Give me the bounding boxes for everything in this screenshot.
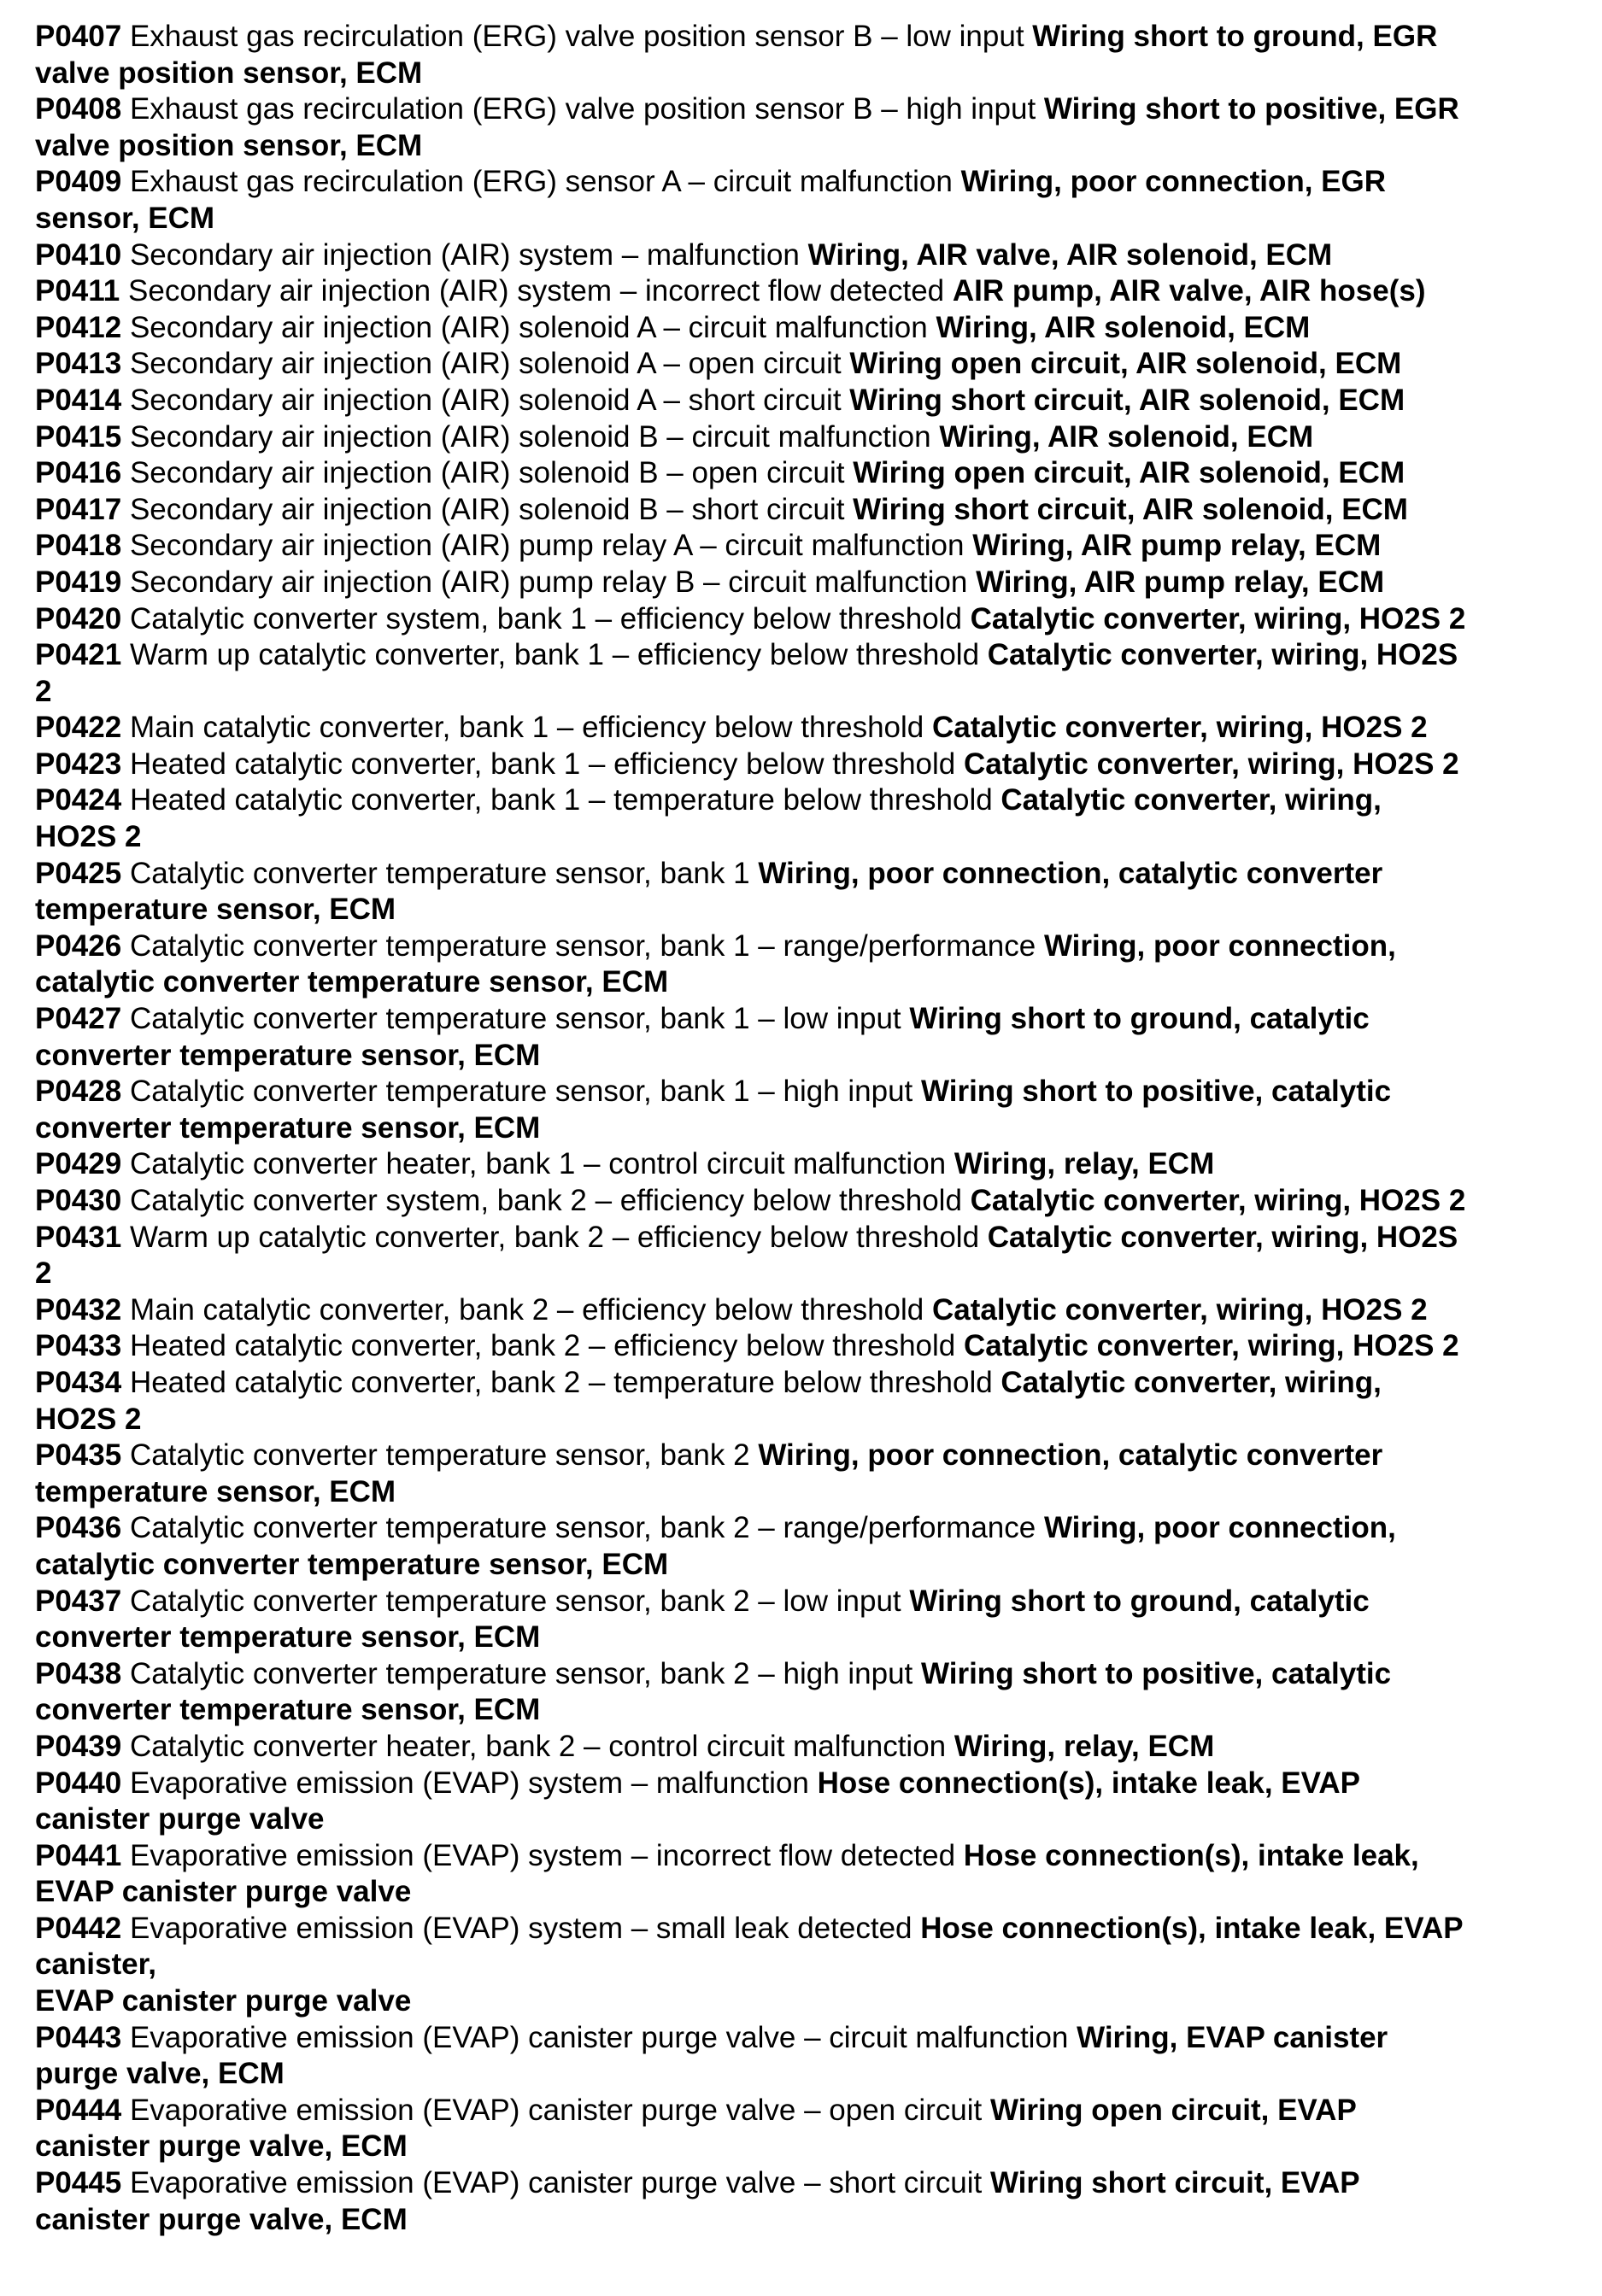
dtc-description: Heated catalytic converter, bank 2 – efficiency below threshold xyxy=(121,1329,964,1363)
dtc-code: P0420 xyxy=(35,601,122,636)
dtc-description: Secondary air injection (AIR) solenoid B – short circuit xyxy=(121,492,854,526)
dtc-entry-line xyxy=(35,1365,1573,1402)
dtc-code: P0442 xyxy=(35,1911,122,1945)
dtc-entry-line xyxy=(35,1001,1573,1038)
dtc-entry-line xyxy=(35,819,1573,856)
dtc-code: P0437 xyxy=(35,1584,122,1618)
dtc-entry xyxy=(35,2020,1573,2093)
dtc-code: P0417 xyxy=(35,492,122,526)
dtc-entry xyxy=(35,492,1573,529)
dtc-code: P0441 xyxy=(35,1838,122,1872)
dtc-description: Catalytic converter heater, bank 1 – control circuit malfunction xyxy=(121,1147,954,1181)
dtc-entry-line xyxy=(35,383,1573,419)
dtc-possible-causes: Hose connection(s), intake leak, EVAP xyxy=(920,1911,1464,1945)
dtc-description: Evaporative emission (EVAP) system – malfunction xyxy=(121,1766,818,1800)
dtc-description: Catalytic converter temperature sensor, bank 1 xyxy=(121,856,759,890)
dtc-code: P0426 xyxy=(35,928,122,963)
dtc-description: Secondary air injection (AIR) solenoid A – open circuit xyxy=(121,347,850,381)
dtc-code: P0434 xyxy=(35,1365,122,1399)
dtc-code: P0424 xyxy=(35,783,122,817)
dtc-code: P0436 xyxy=(35,1511,122,1545)
dtc-entry-line xyxy=(35,2129,1573,2165)
dtc-entry xyxy=(35,19,1573,91)
dtc-entry-line xyxy=(35,1110,1573,1147)
dtc-description: Secondary air injection (AIR) system – incorrect flow detected xyxy=(120,274,953,308)
dtc-entry-line xyxy=(35,1146,1573,1183)
dtc-possible-causes: Wiring short to positive, catalytic xyxy=(921,1075,1392,1109)
dtc-code: P0443 xyxy=(35,2020,122,2054)
dtc-code: P0409 xyxy=(35,165,122,199)
dtc-possible-causes: Wiring, AIR valve, AIR solenoid, ECM xyxy=(807,237,1333,272)
dtc-possible-causes: 2 xyxy=(35,674,52,708)
dtc-entry-line xyxy=(35,91,1573,128)
dtc-entry-line xyxy=(35,1256,1573,1292)
dtc-possible-causes: canister, xyxy=(35,1948,157,1982)
dtc-entry xyxy=(35,856,1573,928)
dtc-entry xyxy=(35,637,1573,710)
dtc-entry xyxy=(35,1656,1573,1729)
dtc-description: Exhaust gas recirculation (ERG) sensor A – circuit malfunction xyxy=(121,165,961,199)
dtc-entry-line xyxy=(35,164,1573,201)
dtc-description: Evaporative emission (EVAP) canister purge valve – circuit malfunction xyxy=(121,2020,1077,2054)
dtc-code: P0421 xyxy=(35,638,122,672)
dtc-entry-line xyxy=(35,528,1573,565)
dtc-possible-causes: Wiring, poor connection, catalytic converter xyxy=(758,856,1383,890)
dtc-code: P0435 xyxy=(35,1438,122,1473)
dtc-entry-line xyxy=(35,419,1573,456)
dtc-possible-causes: Wiring, AIR solenoid, ECM xyxy=(936,310,1311,344)
dtc-code: P0415 xyxy=(35,419,122,454)
dtc-possible-causes: 2 xyxy=(35,1256,52,1291)
dtc-possible-causes: Wiring, relay, ECM xyxy=(954,1147,1215,1181)
dtc-code: P0416 xyxy=(35,456,122,490)
dtc-possible-causes: Catalytic converter, wiring, HO2S 2 xyxy=(931,711,1428,745)
dtc-entry xyxy=(35,565,1573,601)
dtc-possible-causes: temperature sensor, ECM xyxy=(35,893,396,927)
dtc-entry-line xyxy=(35,1911,1573,1948)
dtc-code: P0428 xyxy=(35,1075,122,1109)
dtc-possible-causes: Wiring open circuit, EVAP xyxy=(989,2093,1357,2127)
dtc-entry-line xyxy=(35,1183,1573,1220)
dtc-entry-line xyxy=(35,56,1573,92)
dtc-entry xyxy=(35,528,1573,565)
dtc-entry-line xyxy=(35,892,1573,928)
dtc-entry xyxy=(35,1146,1573,1183)
dtc-code: P0411 xyxy=(35,274,120,308)
dtc-entry xyxy=(35,1001,1573,1074)
dtc-code: P0422 xyxy=(35,711,122,745)
dtc-possible-causes: Wiring, poor connection, catalytic converter xyxy=(758,1438,1383,1473)
dtc-entry-line xyxy=(35,1947,1573,1983)
dtc-entry xyxy=(35,1766,1573,1838)
dtc-possible-causes: Wiring short circuit, EVAP xyxy=(989,2166,1360,2200)
dtc-entry xyxy=(35,273,1573,310)
dtc-entry xyxy=(35,601,1573,638)
dtc-entry-line xyxy=(35,1692,1573,1729)
dtc-possible-causes: Hose connection(s), intake leak, xyxy=(963,1838,1419,1872)
dtc-entry xyxy=(35,1510,1573,1583)
dtc-possible-causes: canister purge valve, ECM xyxy=(35,2202,408,2236)
dtc-possible-causes: EVAP canister purge valve xyxy=(35,1984,412,2018)
dtc-entry-line xyxy=(35,1328,1573,1365)
dtc-entry xyxy=(35,2165,1573,2238)
dtc-entry xyxy=(35,1365,1573,1438)
dtc-description: Heated catalytic converter, bank 1 – temperature below threshold xyxy=(121,783,1001,817)
dtc-description: Heated catalytic converter, bank 2 – temperature below threshold xyxy=(121,1365,1001,1399)
dtc-possible-causes: HO2S 2 xyxy=(35,1402,142,1436)
dtc-entry xyxy=(35,1220,1573,1292)
dtc-description: Catalytic converter temperature sensor, bank 2 – range/performance xyxy=(121,1511,1044,1545)
dtc-entry-line xyxy=(35,1074,1573,1110)
dtc-possible-causes: Catalytic converter, wiring, HO2S 2 xyxy=(970,601,1466,636)
dtc-possible-causes: Wiring, poor connection, xyxy=(1043,1511,1396,1545)
dtc-entry-line xyxy=(35,674,1573,711)
dtc-code: P0410 xyxy=(35,237,122,272)
dtc-description: Evaporative emission (EVAP) system – incorrect flow detected xyxy=(121,1838,964,1872)
dtc-possible-causes: valve position sensor, ECM xyxy=(35,128,423,162)
dtc-description: Heated catalytic converter, bank 1 – efficiency below threshold xyxy=(121,747,964,781)
dtc-possible-causes: Wiring short to positive, EGR xyxy=(1043,92,1459,126)
dtc-description: Catalytic converter temperature sensor, bank 2 xyxy=(121,1438,759,1473)
dtc-entry xyxy=(35,1074,1573,1146)
dtc-entry-line xyxy=(35,1547,1573,1584)
dtc-possible-causes: HO2S 2 xyxy=(35,820,142,854)
dtc-entry-line xyxy=(35,2165,1573,2202)
dtc-entry-line xyxy=(35,310,1573,347)
dtc-code: P0429 xyxy=(35,1147,122,1181)
dtc-description: Main catalytic converter, bank 2 – efficiency below threshold xyxy=(121,1292,932,1327)
dtc-entry xyxy=(35,710,1573,747)
dtc-possible-causes: Catalytic converter, wiring, HO2S 2 xyxy=(970,1184,1466,1217)
dtc-description: Catalytic converter temperature sensor, bank 2 – low input xyxy=(121,1584,910,1618)
dtc-entry xyxy=(35,237,1573,274)
dtc-code: P0414 xyxy=(35,383,122,417)
dtc-entry xyxy=(35,1911,1573,2020)
dtc-code: P0440 xyxy=(35,1766,122,1800)
dtc-entry-line xyxy=(35,1620,1573,1656)
dtc-possible-causes: Catalytic converter, wiring, xyxy=(1001,1365,1382,1399)
dtc-entry xyxy=(35,2093,1573,2165)
dtc-description: Secondary air injection (AIR) pump relay B – circuit malfunction xyxy=(121,565,977,599)
dtc-entry-line xyxy=(35,2093,1573,2129)
dtc-entry xyxy=(35,419,1573,456)
dtc-entry-line xyxy=(35,637,1573,674)
dtc-possible-causes: temperature sensor, ECM xyxy=(35,1474,396,1508)
dtc-entry-line xyxy=(35,964,1573,1001)
dtc-entry-line xyxy=(35,2056,1573,2093)
dtc-possible-causes: Wiring short circuit, AIR solenoid, ECM xyxy=(849,383,1405,417)
dtc-entry xyxy=(35,928,1573,1001)
dtc-code: P0408 xyxy=(35,92,122,126)
dtc-description: Catalytic converter heater, bank 2 – control circuit malfunction xyxy=(121,1729,954,1763)
dtc-possible-causes: converter temperature sensor, ECM xyxy=(35,1110,541,1145)
dtc-code: P0413 xyxy=(35,347,122,381)
dtc-code-list xyxy=(35,19,1573,2238)
dtc-description: Evaporative emission (EVAP) system – small leak detected xyxy=(121,1911,921,1945)
dtc-code: P0427 xyxy=(35,1002,122,1036)
dtc-code: P0412 xyxy=(35,310,122,344)
dtc-possible-causes: catalytic converter temperature sensor, ECM xyxy=(35,1547,669,1581)
dtc-possible-causes: AIR pump, AIR valve, AIR hose(s) xyxy=(952,274,1426,308)
dtc-code: P0445 xyxy=(35,2166,122,2200)
dtc-possible-causes: Wiring, AIR pump relay, ECM xyxy=(972,529,1382,563)
dtc-description: Catalytic converter system, bank 2 – efficiency below threshold xyxy=(121,1184,971,1217)
dtc-entry-line xyxy=(35,455,1573,492)
dtc-entry-line xyxy=(35,1510,1573,1547)
dtc-entry-line xyxy=(35,346,1573,383)
dtc-possible-causes: converter temperature sensor, ECM xyxy=(35,1038,541,1072)
dtc-entry xyxy=(35,1328,1573,1365)
dtc-possible-causes: Wiring open circuit, AIR solenoid, ECM xyxy=(853,456,1405,490)
dtc-description: Exhaust gas recirculation (ERG) valve position sensor B – high input xyxy=(121,92,1044,126)
dtc-description: Catalytic converter temperature sensor, bank 2 – high input xyxy=(121,1656,922,1690)
dtc-possible-causes: catalytic converter temperature sensor, ECM xyxy=(35,965,669,999)
dtc-code: P0407 xyxy=(35,20,122,53)
dtc-description: Warm up catalytic converter, bank 1 – efficiency below threshold xyxy=(121,638,988,672)
dtc-entry xyxy=(35,310,1573,347)
dtc-description: Evaporative emission (EVAP) canister purge valve – short circuit xyxy=(121,2166,990,2200)
dtc-description: Catalytic converter system, bank 1 – efficiency below threshold xyxy=(121,601,971,636)
dtc-entry xyxy=(35,782,1573,855)
dtc-entry xyxy=(35,346,1573,383)
dtc-entry xyxy=(35,1729,1573,1766)
dtc-description: Catalytic converter temperature sensor, bank 1 – range/performance xyxy=(121,928,1044,963)
dtc-entry-line xyxy=(35,710,1573,747)
dtc-description: Secondary air injection (AIR) pump relay A – circuit malfunction xyxy=(121,529,973,563)
dtc-entry-line xyxy=(35,1983,1573,2020)
dtc-possible-causes: sensor, ECM xyxy=(35,201,215,235)
dtc-possible-causes: purge valve, ECM xyxy=(35,2057,285,2091)
dtc-possible-causes: Catalytic converter, wiring, HO2S xyxy=(987,638,1458,672)
dtc-entry-line xyxy=(35,237,1573,274)
dtc-description: Secondary air injection (AIR) solenoid A – short circuit xyxy=(121,383,850,417)
dtc-code: P0418 xyxy=(35,529,122,563)
dtc-possible-causes: Wiring, relay, ECM xyxy=(954,1729,1215,1763)
dtc-possible-causes: Wiring short circuit, AIR solenoid, ECM xyxy=(853,492,1408,526)
dtc-entry-line xyxy=(35,201,1573,237)
dtc-entry-line xyxy=(35,1729,1573,1766)
dtc-entry-line xyxy=(35,492,1573,529)
dtc-possible-causes: EVAP canister purge valve xyxy=(35,1875,412,1909)
dtc-entry-line xyxy=(35,747,1573,783)
dtc-possible-causes: valve position sensor, ECM xyxy=(35,56,423,90)
dtc-possible-causes: Wiring, EVAP canister xyxy=(1077,2020,1388,2054)
dtc-entry-line xyxy=(35,2020,1573,2057)
dtc-possible-causes: Wiring open circuit, AIR solenoid, ECM xyxy=(849,347,1402,381)
dtc-entry xyxy=(35,1292,1573,1329)
dtc-entry xyxy=(35,91,1573,164)
dtc-entry-line xyxy=(35,1874,1573,1911)
dtc-entry-line xyxy=(35,782,1573,819)
dtc-code: P0433 xyxy=(35,1329,122,1363)
dtc-possible-causes: Catalytic converter, wiring, xyxy=(1001,783,1382,817)
dtc-entry xyxy=(35,1438,1573,1510)
dtc-possible-causes: Wiring short to ground, catalytic xyxy=(909,1002,1370,1036)
dtc-description: Secondary air injection (AIR) system – malfunction xyxy=(121,237,808,272)
dtc-code: P0438 xyxy=(35,1656,122,1690)
dtc-entry-line xyxy=(35,1292,1573,1329)
dtc-description: Secondary air injection (AIR) solenoid B – circuit malfunction xyxy=(121,419,940,454)
dtc-code: P0425 xyxy=(35,856,122,890)
dtc-entry-line xyxy=(35,601,1573,638)
dtc-description: Secondary air injection (AIR) solenoid B – open circuit xyxy=(121,456,854,490)
dtc-entry xyxy=(35,164,1573,237)
dtc-possible-causes: Wiring short to ground, EGR xyxy=(1032,20,1438,53)
dtc-possible-causes: canister purge valve, ECM xyxy=(35,2129,408,2164)
dtc-entry-line xyxy=(35,1838,1573,1875)
dtc-code: P0439 xyxy=(35,1729,122,1763)
dtc-entry-line xyxy=(35,1766,1573,1802)
dtc-code: P0444 xyxy=(35,2093,122,2127)
dtc-possible-causes: converter temperature sensor, ECM xyxy=(35,1693,541,1727)
dtc-code: P0432 xyxy=(35,1292,122,1327)
dtc-code: P0419 xyxy=(35,565,122,599)
dtc-entry-line xyxy=(35,1402,1573,1438)
dtc-possible-causes: Catalytic converter, wiring, HO2S 2 xyxy=(963,747,1459,781)
dtc-possible-causes: Catalytic converter, wiring, HO2S 2 xyxy=(963,1329,1459,1363)
dtc-possible-causes: Wiring, AIR pump relay, ECM xyxy=(976,565,1385,599)
dtc-possible-causes: converter temperature sensor, ECM xyxy=(35,1620,541,1655)
dtc-entry-line xyxy=(35,1656,1573,1693)
dtc-code: P0423 xyxy=(35,747,122,781)
dtc-entry-line xyxy=(35,19,1573,56)
dtc-description: Catalytic converter temperature sensor, bank 1 – high input xyxy=(121,1075,922,1109)
dtc-description: Exhaust gas recirculation (ERG) valve position sensor B – low input xyxy=(121,20,1033,53)
dtc-possible-causes: Wiring, AIR solenoid, ECM xyxy=(939,419,1314,454)
dtc-entry-line xyxy=(35,928,1573,965)
dtc-entry-line xyxy=(35,2202,1573,2239)
dtc-entry-line xyxy=(35,1584,1573,1620)
dtc-description: Warm up catalytic converter, bank 2 – efficiency below threshold xyxy=(121,1220,988,1254)
dtc-entry-line xyxy=(35,856,1573,893)
dtc-code: P0431 xyxy=(35,1220,122,1254)
dtc-entry xyxy=(35,455,1573,492)
dtc-entry-line xyxy=(35,1438,1573,1474)
dtc-entry xyxy=(35,383,1573,419)
dtc-code: P0430 xyxy=(35,1184,122,1217)
dtc-entry xyxy=(35,1183,1573,1220)
dtc-description: Secondary air injection (AIR) solenoid A – circuit malfunction xyxy=(121,310,936,344)
dtc-possible-causes: Wiring short to positive, catalytic xyxy=(921,1656,1392,1690)
dtc-entry xyxy=(35,747,1573,783)
dtc-possible-causes: Wiring short to ground, catalytic xyxy=(909,1584,1370,1618)
dtc-possible-causes: Catalytic converter, wiring, HO2S xyxy=(987,1220,1458,1254)
dtc-description: Evaporative emission (EVAP) canister purge valve – open circuit xyxy=(121,2093,990,2127)
dtc-possible-causes: Wiring, poor connection, xyxy=(1043,928,1396,963)
dtc-entry-line xyxy=(35,565,1573,601)
dtc-possible-causes: canister purge valve xyxy=(35,1802,325,1836)
dtc-entry-line xyxy=(35,1220,1573,1256)
dtc-entry-line xyxy=(35,1801,1573,1838)
dtc-entry-line xyxy=(35,273,1573,310)
dtc-description: Catalytic converter temperature sensor, bank 1 – low input xyxy=(121,1002,910,1036)
dtc-entry-line xyxy=(35,1038,1573,1075)
dtc-entry-line xyxy=(35,128,1573,165)
dtc-possible-causes: Wiring, poor connection, EGR xyxy=(960,165,1387,199)
dtc-entry xyxy=(35,1584,1573,1656)
dtc-entry-line xyxy=(35,1474,1573,1511)
dtc-entry xyxy=(35,1838,1573,1911)
dtc-description: Main catalytic converter, bank 1 – efficiency below threshold xyxy=(121,711,932,745)
dtc-possible-causes: Hose connection(s), intake leak, EVAP xyxy=(817,1766,1360,1800)
dtc-possible-causes: Catalytic converter, wiring, HO2S 2 xyxy=(931,1292,1428,1327)
